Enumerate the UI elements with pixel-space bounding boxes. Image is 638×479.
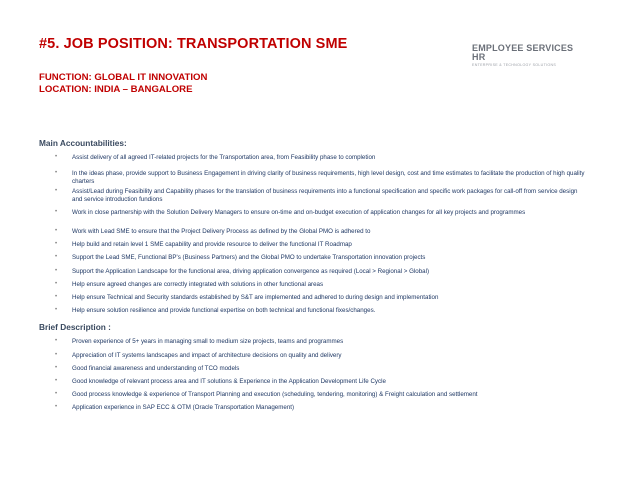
list-item: • Support the Lead SME, Functional BP's (Business Partners) and the Global PMO to undertake Transportation innovation projects (55, 254, 426, 261)
logo-tagline: ENTERPRISE & TECHNOLOGY SOLUTIONS (472, 63, 557, 67)
bullet-icon: • (55, 365, 58, 371)
bullet-icon: • (55, 404, 58, 410)
list-item: • Work in close partnership with the Solution Delivery Managers to ensure on-time and on-budget execution of application changes for all key projects and programmes (55, 209, 526, 216)
bullet-icon: • (55, 188, 58, 194)
list-item: • Appreciation of IT systems landscapes and impact of architecture decisions on quality and delivery (55, 352, 342, 359)
list-item: • Application experience in SAP ECC & OTM (Oracle Transportation Management) (55, 404, 295, 411)
bullet-icon: • (55, 281, 58, 287)
list-item: • Work with Lead SME to ensure that the Project Delivery Process as defined by the Global PMO is adhered to (55, 228, 371, 235)
bullet-icon: • (55, 378, 58, 384)
list-item: • Help ensure solution resilience and provide functional expertise on both technical and functional fixes/changes. (55, 307, 376, 314)
accountabilities-heading: Main Accountabilities: (39, 138, 127, 148)
list-item: • Help ensure agreed changes are correctly integrated with solutions in other functional areas (55, 281, 324, 288)
page-title: #5. JOB POSITION: TRANSPORTATION SME (39, 36, 348, 52)
location-label: LOCATION: INDIA – BANGALORE (39, 84, 193, 95)
logo-line2: HR (472, 52, 486, 62)
list-item: • Assist delivery of all agreed IT-related projects for the Transportation area, from Feasibility phase to completion (55, 154, 376, 161)
description-heading: Brief Description : (39, 322, 111, 332)
bullet-icon: • (55, 307, 58, 313)
bullet-icon: • (55, 352, 58, 358)
list-item: • In the ideas phase, provide support to Business Engagement in driving clarity of business requirements, high level design, cost and time estimates to facilitate the production of high quality charters (55, 170, 585, 185)
bullet-icon: • (55, 391, 58, 397)
bullet-icon: • (55, 241, 58, 247)
function-label: FUNCTION: GLOBAL IT INNOVATION (39, 72, 208, 83)
bullet-icon: • (55, 228, 58, 234)
bullet-icon: • (55, 154, 58, 160)
list-item: • Assist/Lead during Feasibility and Capability phases for the translation of business requirements into a functional specification and specific work packages for call-off from service design and service introduction fundions (55, 188, 578, 203)
bullet-icon: • (55, 294, 58, 300)
logo-line1: EMPLOYEE SERVICES (472, 43, 574, 53)
list-item: • Good process knowledge & experience of Transport Planning and execution (scheduling, tendering, monitoring) & Freight calculation and settlement (55, 391, 478, 398)
list-item: • Proven experience of 5+ years in managing small to medium size projects, teams and programmes (55, 338, 344, 345)
list-item: • Good financial awareness and understanding of TCO models (55, 365, 240, 372)
company-logo (472, 44, 592, 67)
bullet-icon: • (55, 254, 58, 260)
list-item: • Help ensure Technical and Security standards established by S&T are implemented and adhered to during design and implementation (55, 294, 439, 301)
bullet-icon: • (55, 209, 58, 215)
list-item: • Support the Application Landscape for the functional area, driving application convergence as required (Local > Regional > Global) (55, 268, 430, 275)
list-item: • Help build and retain level 1 SME capability and provide resource to deliver the functional IT Roadmap (55, 241, 352, 248)
bullet-icon: • (55, 338, 58, 344)
bullet-icon: • (55, 170, 58, 176)
list-item: • Good knowledge of relevant process area and IT solutions & Experience in the Application Development Life Cycle (55, 378, 386, 385)
bullet-icon: • (55, 268, 58, 274)
